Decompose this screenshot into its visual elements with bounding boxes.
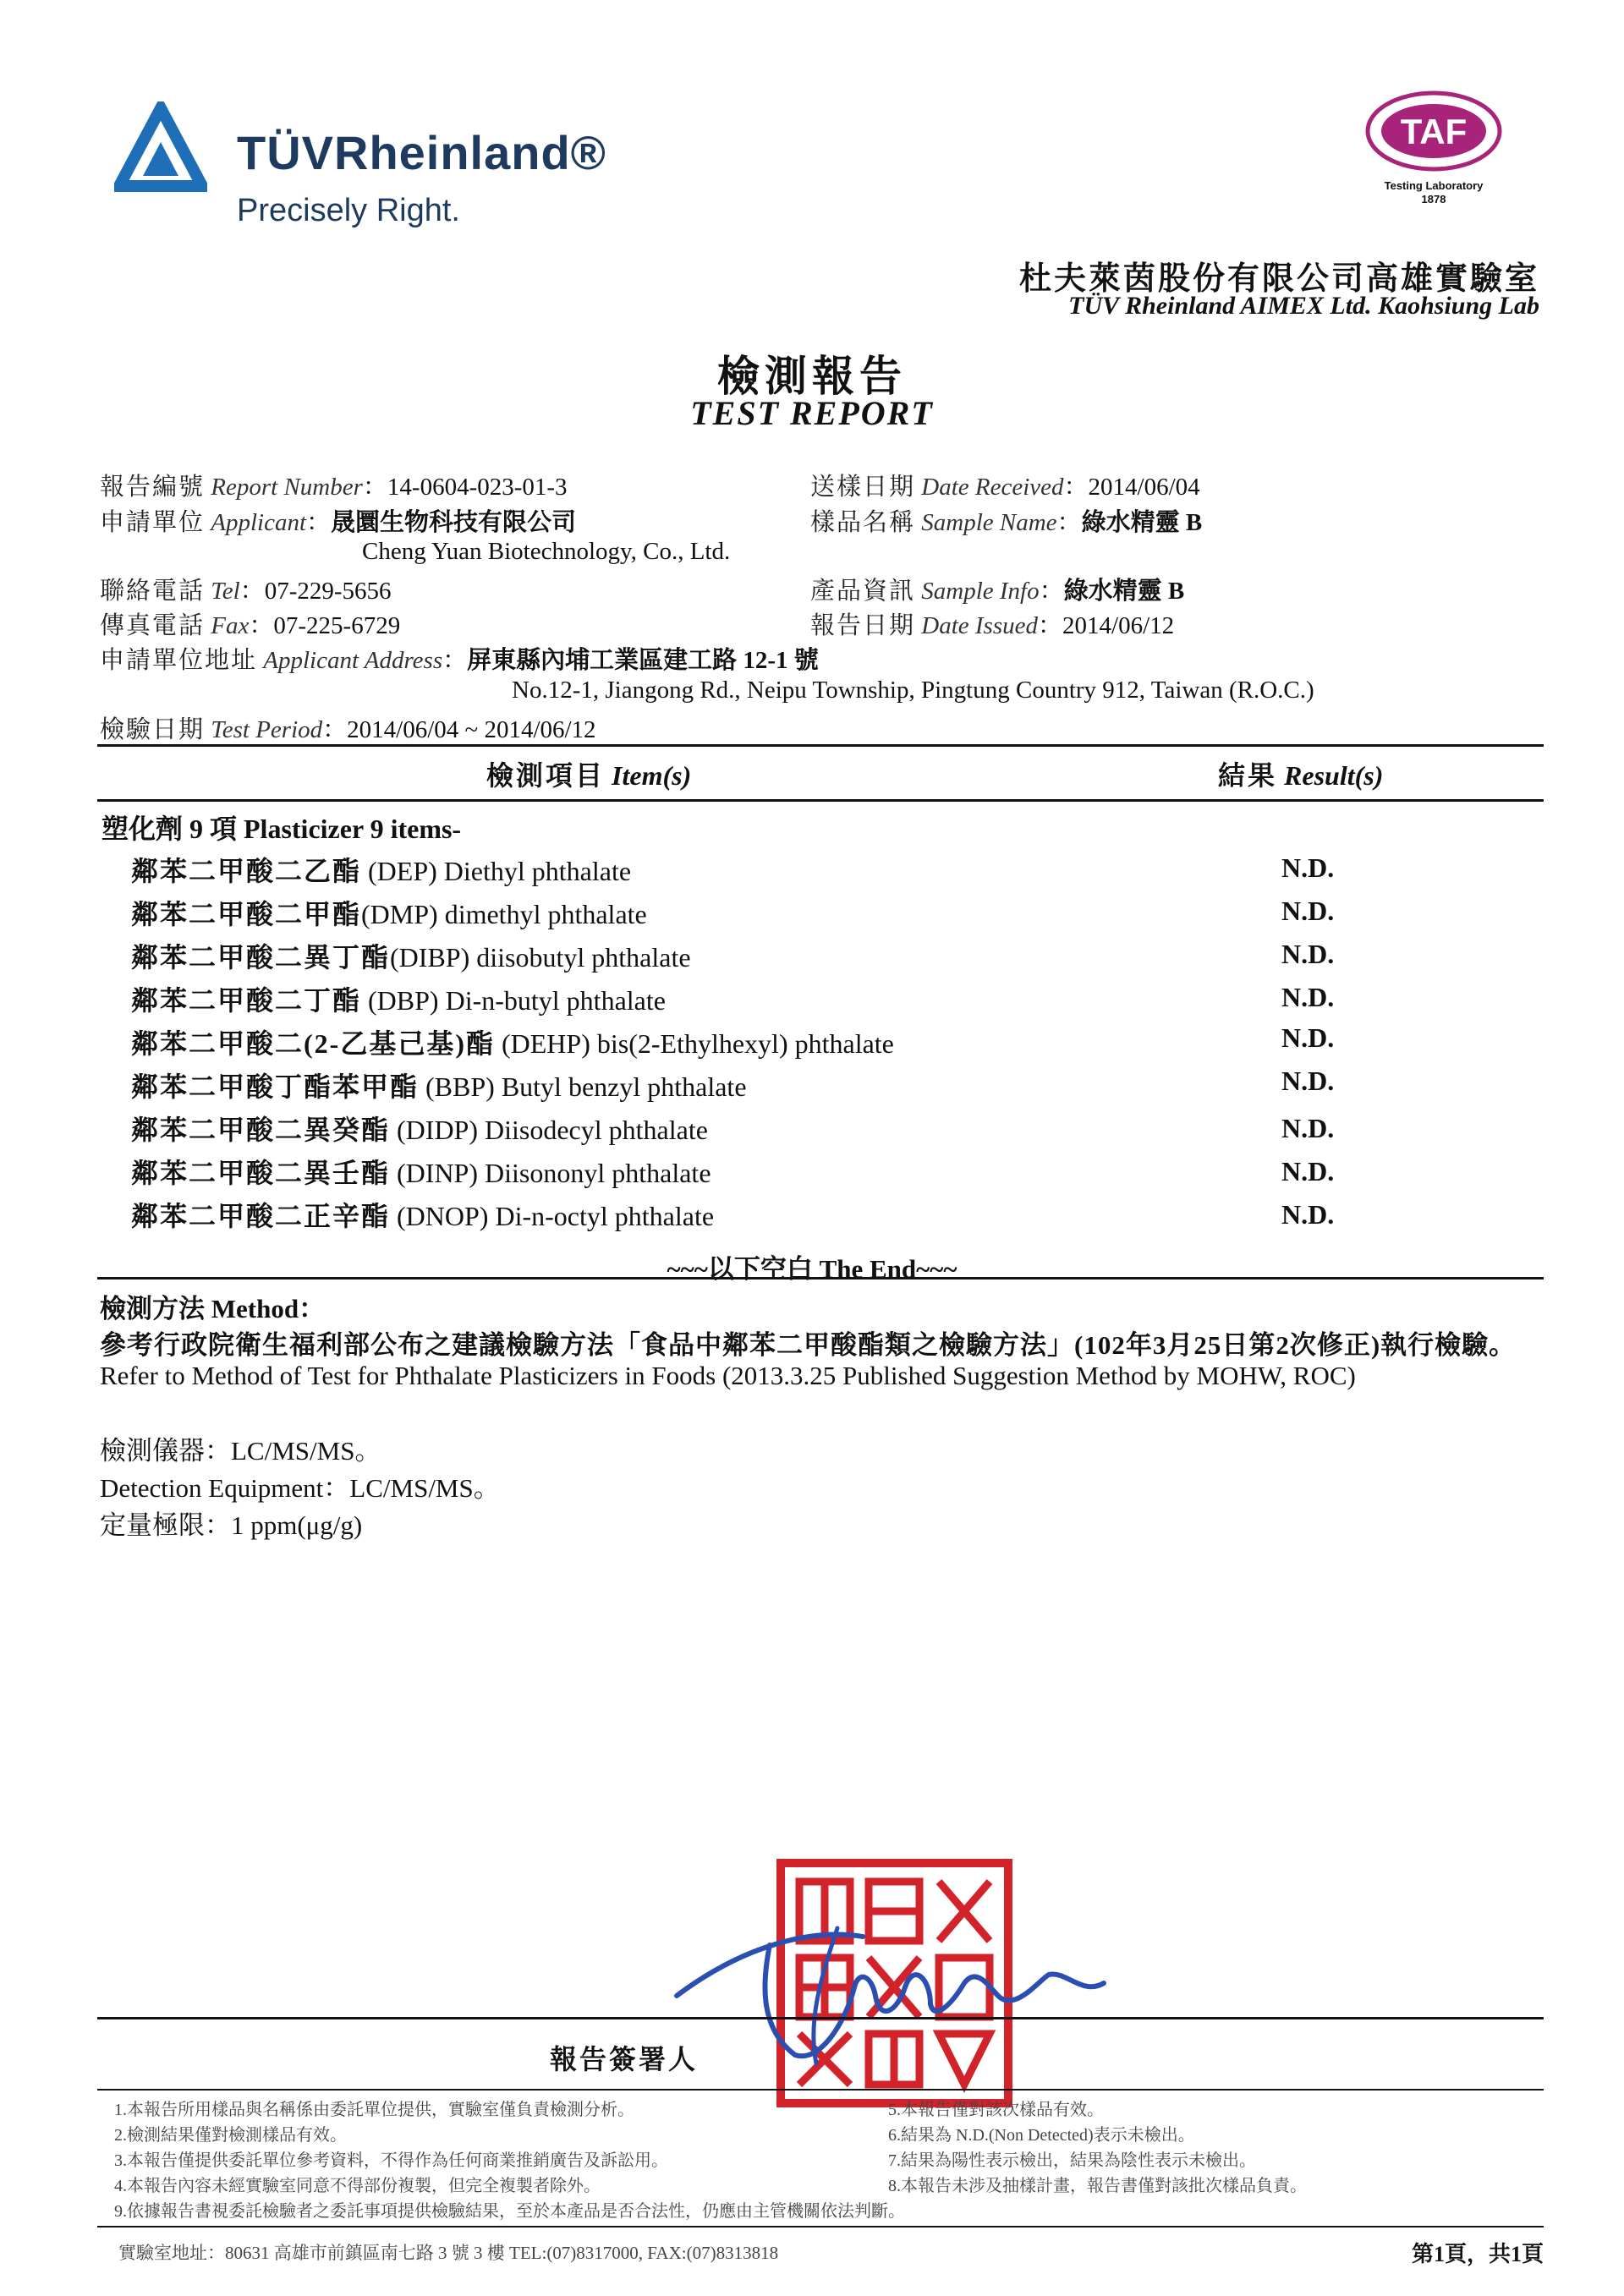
- taf-caption: [1358, 179, 1510, 206]
- terms-notes: [97, 2089, 1544, 2228]
- result-value: N.D.: [1281, 939, 1335, 969]
- signature-rule: [97, 2017, 1544, 2019]
- table-row: 鄰苯二甲酸二正辛酯 (DNOP) Di-n-octyl phthalate: [131, 1201, 715, 1231]
- address-field: 申請單位地址 Applicant Address：屏東縣內埔工業區建工路 12-1 號: [100, 647, 819, 674]
- applicant-name-en: Cheng Yuan Biotechnology, Co., Ltd.: [362, 538, 731, 565]
- method-heading: 檢測方法 Method：: [100, 1294, 326, 1323]
- note-item: 8.本報告未涉及抽樣計畫，報告書僅對該批次樣品負責。: [888, 2177, 1307, 2195]
- equipment-zh: 檢測儀器：LC/MS/MS。: [100, 1436, 381, 1466]
- address-zh: 屏東縣內埔工業區建工路 12-1 號: [467, 647, 819, 674]
- quantitation-limit: 定量極限：1 ppm(μg/g): [100, 1510, 363, 1540]
- taf-caption-line1: Testing Laboratory: [1384, 179, 1484, 192]
- note-item: 6.結果為 N.D.(Non Detected)表示未檢出。: [888, 2126, 1195, 2145]
- test-period-field: 檢驗日期 Test Period：2014/06/04 ~ 2014/06/12: [100, 716, 596, 743]
- test-period: 2014/06/04 ~ 2014/06/12: [347, 716, 596, 743]
- result-value: N.D.: [1281, 1022, 1335, 1053]
- note-item: 2.檢測結果僅對檢測樣品有效。: [114, 2126, 347, 2145]
- table-row: 鄰苯二甲酸二(2-乙基己基)酯 (DEHP) bis(2-Ethylhexyl) phthalate: [131, 1028, 894, 1059]
- note-item: 9.依據報告書視委託檢驗者之委託事項提供檢驗結果，至於本產品是否合法性，仍應由主管機關依法判斷。: [114, 2202, 905, 2221]
- date-issued: 2014/06/12: [1062, 612, 1175, 639]
- note-item: 1.本報告所用樣品與名稱係由委託單位提供，實驗室僅負責檢測分析。: [114, 2101, 634, 2119]
- method-description-zh: 參考行政院衛生福利部公布之建議檢驗方法「食品中鄰苯二甲酸酯類之檢驗方法」(102年3月25日第2次修正)執行檢驗。: [100, 1330, 1517, 1360]
- sample-info: 綠水精靈 B: [1063, 578, 1185, 605]
- table-row: 鄰苯二甲酸二異癸酯 (DIDP) Diisodecyl phthalate: [131, 1115, 708, 1145]
- sample-info-field: 產品資訊 Sample Info：綠水精靈 B: [810, 578, 1185, 605]
- page-number: 第1頁，共1頁: [1411, 2242, 1544, 2266]
- report-number-field: 報告編號 Report Number：14-0604-023-01-3: [100, 474, 568, 501]
- date-received-field: 送樣日期 Date Received：2014/06/04: [810, 474, 1200, 501]
- table-header-rule: [97, 799, 1544, 802]
- date-issued-field: 報告日期 Date Issued：2014/06/12: [810, 612, 1175, 639]
- table-bottom-rule: [97, 1277, 1544, 1280]
- taf-logo-text: TAF: [1400, 112, 1468, 151]
- fax-field: 傳真電話 Fax：07-225-6729: [100, 612, 401, 639]
- result-value: N.D.: [1281, 896, 1335, 926]
- result-value: N.D.: [1281, 1113, 1335, 1143]
- result-value: N.D.: [1281, 982, 1335, 1012]
- report-title-en: TEST REPORT: [690, 394, 934, 432]
- lab-address-footer: 實驗室地址：80631 高雄市前鎮區南七路 3 號 3 樓 TEL:(07)8317000, FAX:(07)8313818: [118, 2243, 779, 2263]
- date-received: 2014/06/04: [1088, 474, 1200, 501]
- sample-name: 綠水精靈 B: [1081, 509, 1203, 536]
- end-of-table: ~~~以下空白 The End~~~: [667, 1254, 957, 1284]
- brand-tagline: Precisely Right.: [237, 193, 460, 228]
- lab-name-zh: 杜夫萊茵股份有限公司高雄實驗室: [1018, 261, 1539, 297]
- brand-name: TÜVRheinland®: [237, 126, 606, 179]
- equipment-en: Detection Equipment：LC/MS/MS。: [100, 1473, 500, 1503]
- report-title-zh: 檢測報告: [717, 353, 907, 400]
- sample-name-field: 樣品名稱 Sample Name：綠水精靈 B: [810, 509, 1203, 536]
- note-item: 5.本報告僅對該次樣品有效。: [888, 2101, 1104, 2119]
- result-value: N.D.: [1281, 852, 1335, 883]
- header-items: 檢測項目 Item(s): [486, 760, 692, 791]
- result-value: N.D.: [1281, 1199, 1335, 1230]
- address-en: No.12-1, Jiangong Rd., Neipu Township, Pingtung Country 912, Taiwan (R.O.C.): [512, 677, 1314, 704]
- applicant-name: 晟圜生物科技有限公司: [331, 509, 577, 536]
- method-description-en: Refer to Method of Test for Phthalate Plasticizers in Foods (2013.3.25 Published Suggestion Method by MOHW, ROC): [100, 1361, 1356, 1390]
- table-row: 鄰苯二甲酸二乙酯 (DEP) Diethyl phthalate: [131, 856, 632, 886]
- fax: 07-225-6729: [273, 612, 401, 639]
- plasticizer-category: 塑化劑 9 項 Plasticizer 9 items-: [102, 814, 462, 844]
- table-row: 鄰苯二甲酸二甲酯(DMP) dimethyl phthalate: [131, 899, 647, 929]
- table-row: 鄰苯二甲酸丁酯苯甲酯 (BBP) Butyl benzyl phthalate: [131, 1071, 747, 1102]
- table-top-rule: [97, 744, 1544, 747]
- handwritten-signature-icon: [643, 1894, 1125, 2072]
- note-item: 3.本報告僅提供委託單位參考資料，不得作為任何商業推銷廣告及訴訟用。: [114, 2151, 668, 2170]
- taf-accreditation-logo-icon: [1358, 85, 1510, 195]
- note-item: 4.本報告內容未經實驗室同意不得部份複製，但完全複製者除外。: [114, 2177, 601, 2195]
- table-row: 鄰苯二甲酸二異壬酯 (DINP) Diisononyl phthalate: [131, 1158, 711, 1188]
- result-value: N.D.: [1281, 1066, 1335, 1096]
- table-row: 鄰苯二甲酸二異丁酯(DIBP) diisobutyl phthalate: [131, 942, 691, 973]
- signatory-label: 報告簽署人: [550, 2044, 699, 2074]
- report-number: 14-0604-023-01-3: [387, 474, 568, 501]
- note-item: 7.結果為陽性表示檢出，結果為陰性表示未檢出。: [888, 2151, 1256, 2170]
- lab-name-en: TÜV Rheinland AIMEX Ltd. Kaohsiung Lab: [1068, 292, 1539, 320]
- result-value: N.D.: [1281, 1156, 1335, 1186]
- table-row: 鄰苯二甲酸二丁酯 (DBP) Di-n-butyl phthalate: [131, 985, 666, 1016]
- applicant-field: 申請單位 Applicant：晟圜生物科技有限公司: [100, 509, 577, 536]
- taf-caption-line2: 1878: [1421, 193, 1446, 205]
- tel: 07-229-5656: [264, 578, 392, 605]
- header-results: 結果 Result(s): [1218, 760, 1384, 791]
- tuv-triangle-logo-icon: [114, 101, 207, 195]
- tel-field: 聯絡電話 Tel：07-229-5656: [100, 578, 392, 605]
